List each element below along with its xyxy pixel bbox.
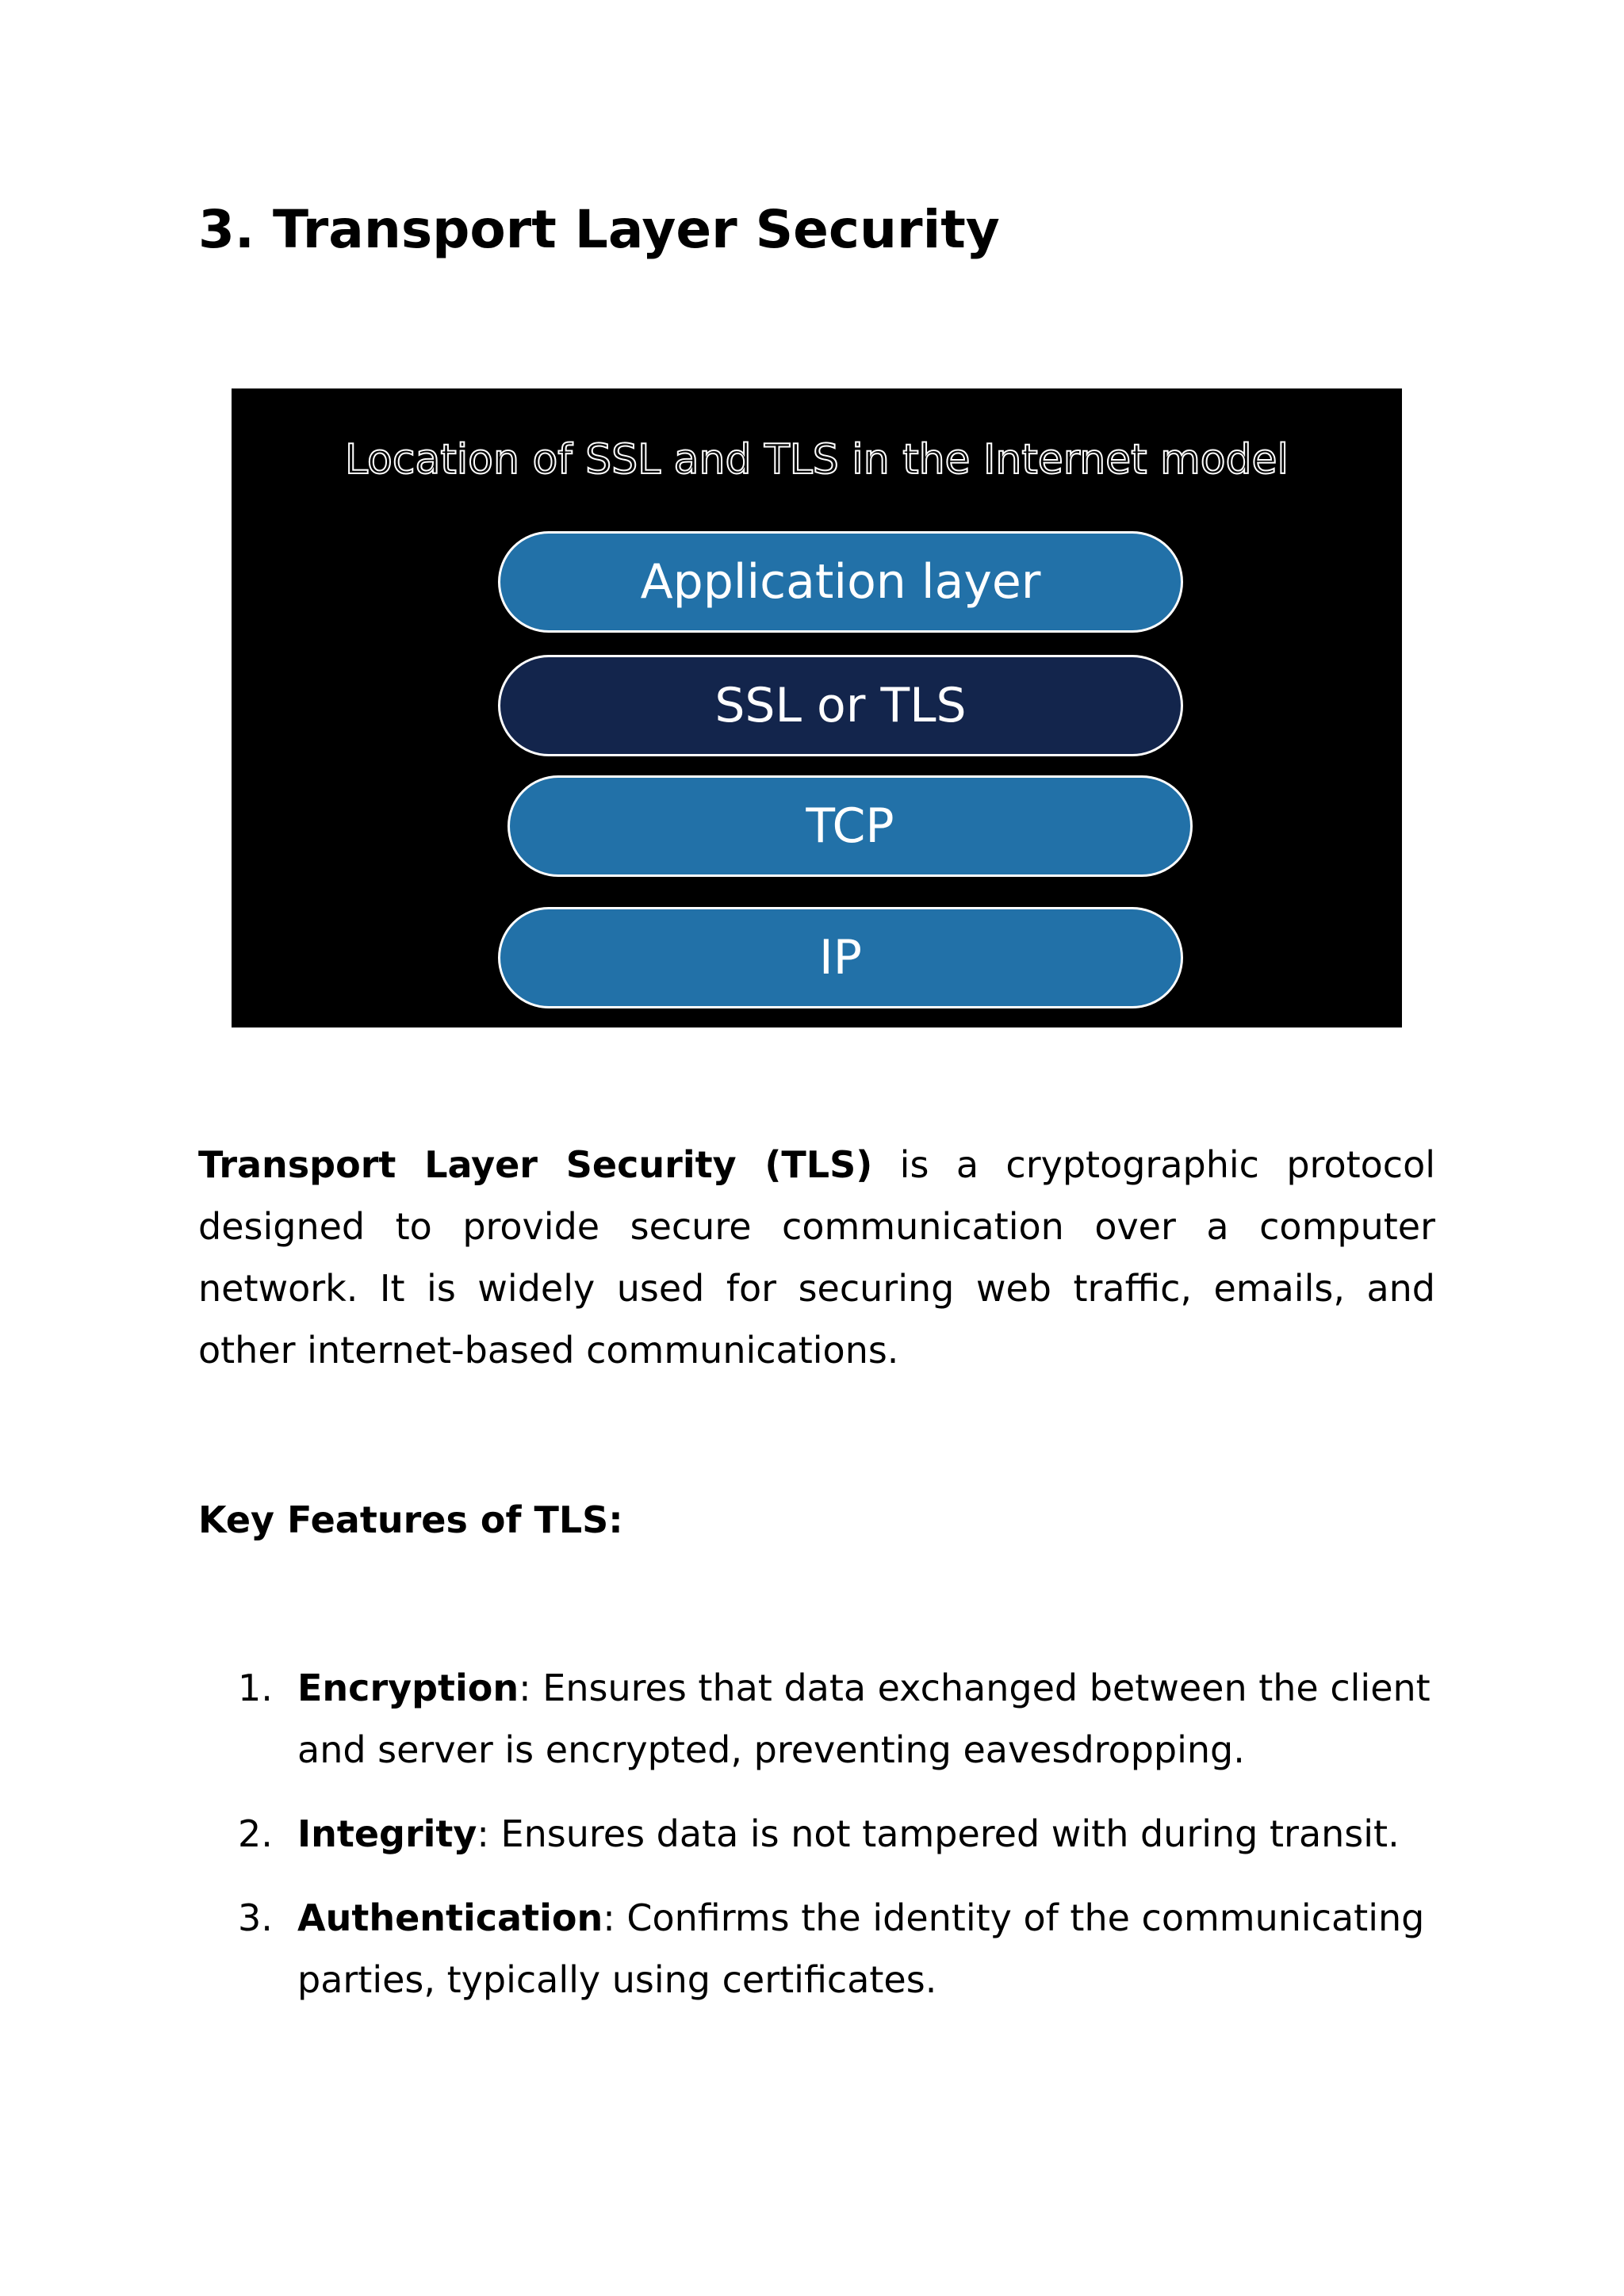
intro-term: Transport Layer Security (TLS) xyxy=(198,1143,873,1186)
list-item xyxy=(198,1803,1435,1865)
tls-layer-diagram xyxy=(232,388,1402,1027)
list-item xyxy=(198,1887,1435,2011)
page-title: 3. Transport Layer Security xyxy=(198,199,1000,260)
layer-tcp xyxy=(508,775,1193,877)
intro-paragraph xyxy=(198,1134,1435,1381)
features-list xyxy=(198,1657,1435,2033)
layer-ip-label: IP xyxy=(819,930,862,985)
intro-text: is a cryptographic protocol designed to provide secure communication over a computer network. It is widely used for securing web traffic, emails, and other internet-based communications. xyxy=(198,1143,1436,1372)
layer-tcp-label: TCP xyxy=(806,798,894,854)
list-item-number: 3. xyxy=(238,1896,273,1939)
feature-text: : Confirms the identity of the communicating parties, typically using certificates. xyxy=(297,1896,1425,2001)
features-heading: Key Features of TLS: xyxy=(198,1498,623,1541)
layer-application-label: Application layer xyxy=(640,554,1041,610)
layer-application xyxy=(498,531,1183,633)
feature-name: Authentication xyxy=(297,1896,603,1939)
feature-text: : Ensures data is not tampered with during transit. xyxy=(477,1812,1400,1855)
feature-text: : Ensures that data exchanged between the client and server is encrypted, preventing eavesdropping. xyxy=(297,1667,1431,1771)
layer-ssl-tls xyxy=(498,655,1183,756)
feature-name: Encryption xyxy=(297,1667,519,1709)
layer-ssl-tls-label: SSL or TLS xyxy=(714,678,967,733)
feature-name: Integrity xyxy=(297,1812,477,1855)
list-item xyxy=(198,1657,1435,1781)
diagram-title: Location of SSL and TLS in the Internet model xyxy=(345,436,1289,484)
list-item-number: 1. xyxy=(238,1667,273,1709)
layer-ip xyxy=(498,907,1183,1008)
list-item-number: 2. xyxy=(238,1812,273,1855)
